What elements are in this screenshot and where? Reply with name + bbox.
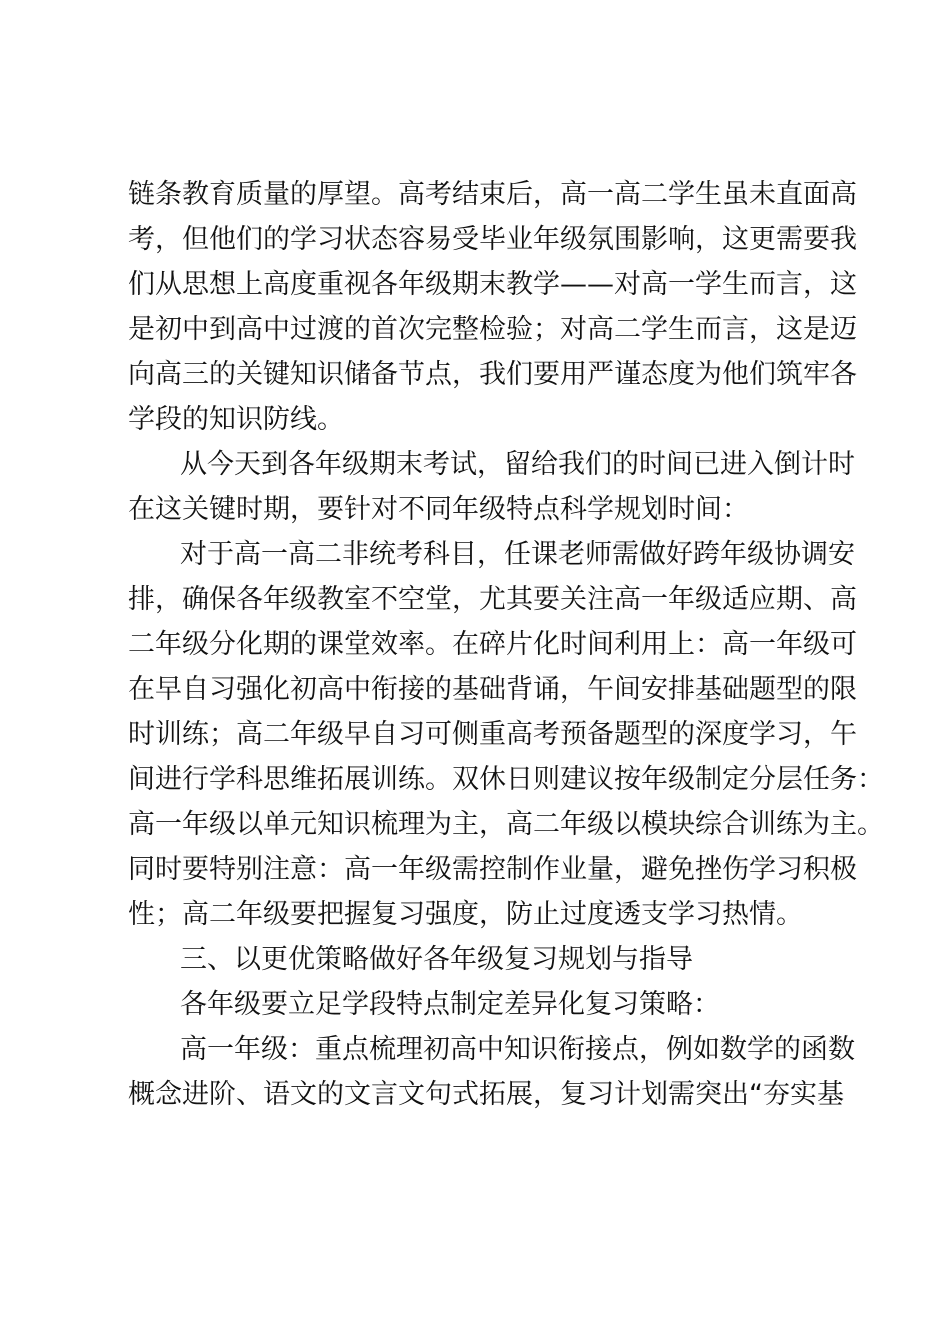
paragraph-start: 各年级要立足学段特点制定差异化复习策略：	[180, 989, 720, 1020]
body-text	[128, 172, 884, 1117]
text-line: 高一年级以单元知识梳理为主，高二年级以模块综合训练为主。	[128, 809, 884, 840]
text-line: 概念进阶、语文的文言文句式拓展，复习计划需突出“夯实基	[128, 1079, 844, 1110]
text-line: 间进行学科思维拓展训练。双休日则建议按年级制定分层任务：	[128, 764, 884, 795]
paragraph-start: 从今天到各年级期末考试，留给我们的时间已进入倒计时	[180, 449, 855, 480]
text-line: 排，确保各年级教室不空堂，尤其要关注高一年级适应期、高	[128, 584, 857, 615]
text-line: 向高三的关键知识储备节点，我们要用严谨态度为他们筑牢各	[128, 359, 857, 390]
text-line: 时训练；高二年级早自习可侧重高考预备题型的深度学习，午	[128, 719, 857, 750]
text-line: 链条教育质量的厚望。高考结束后，高一高二学生虽未直面高	[128, 179, 857, 210]
text-line: 们从思想上高度重视各年级期末教学——对高一学生而言，这	[128, 269, 857, 300]
text-line: 考，但他们的学习状态容易受毕业年级氛围影响，这更需要我	[128, 224, 857, 255]
text-line: 二年级分化期的课堂效率。在碎片化时间利用上：高一年级可	[128, 629, 857, 660]
text-line: 在这关键时期，要针对不同年级特点科学规划时间：	[128, 494, 749, 525]
paragraph-start: 对于高一高二非统考科目，任课老师需做好跨年级协调安	[180, 539, 855, 570]
text-line: 是初中到高中过渡的首次完整检验；对高二学生而言，这是迈	[128, 314, 857, 345]
section-heading: 三、以更优策略做好各年级复习规划与指导	[180, 944, 693, 975]
text-line: 性；高二年级要把握复习强度，防止过度透支学习热情。	[128, 899, 803, 930]
text-line: 学段的知识防线。	[128, 404, 344, 435]
text-line: 在早自习强化初高中衔接的基础背诵，午间安排基础题型的限	[128, 674, 857, 705]
paragraph-start: 高一年级：重点梳理初高中知识衔接点，例如数学的函数	[180, 1034, 855, 1065]
text-line: 同时要特别注意：高一年级需控制作业量，避免挫伤学习积极	[128, 854, 857, 885]
